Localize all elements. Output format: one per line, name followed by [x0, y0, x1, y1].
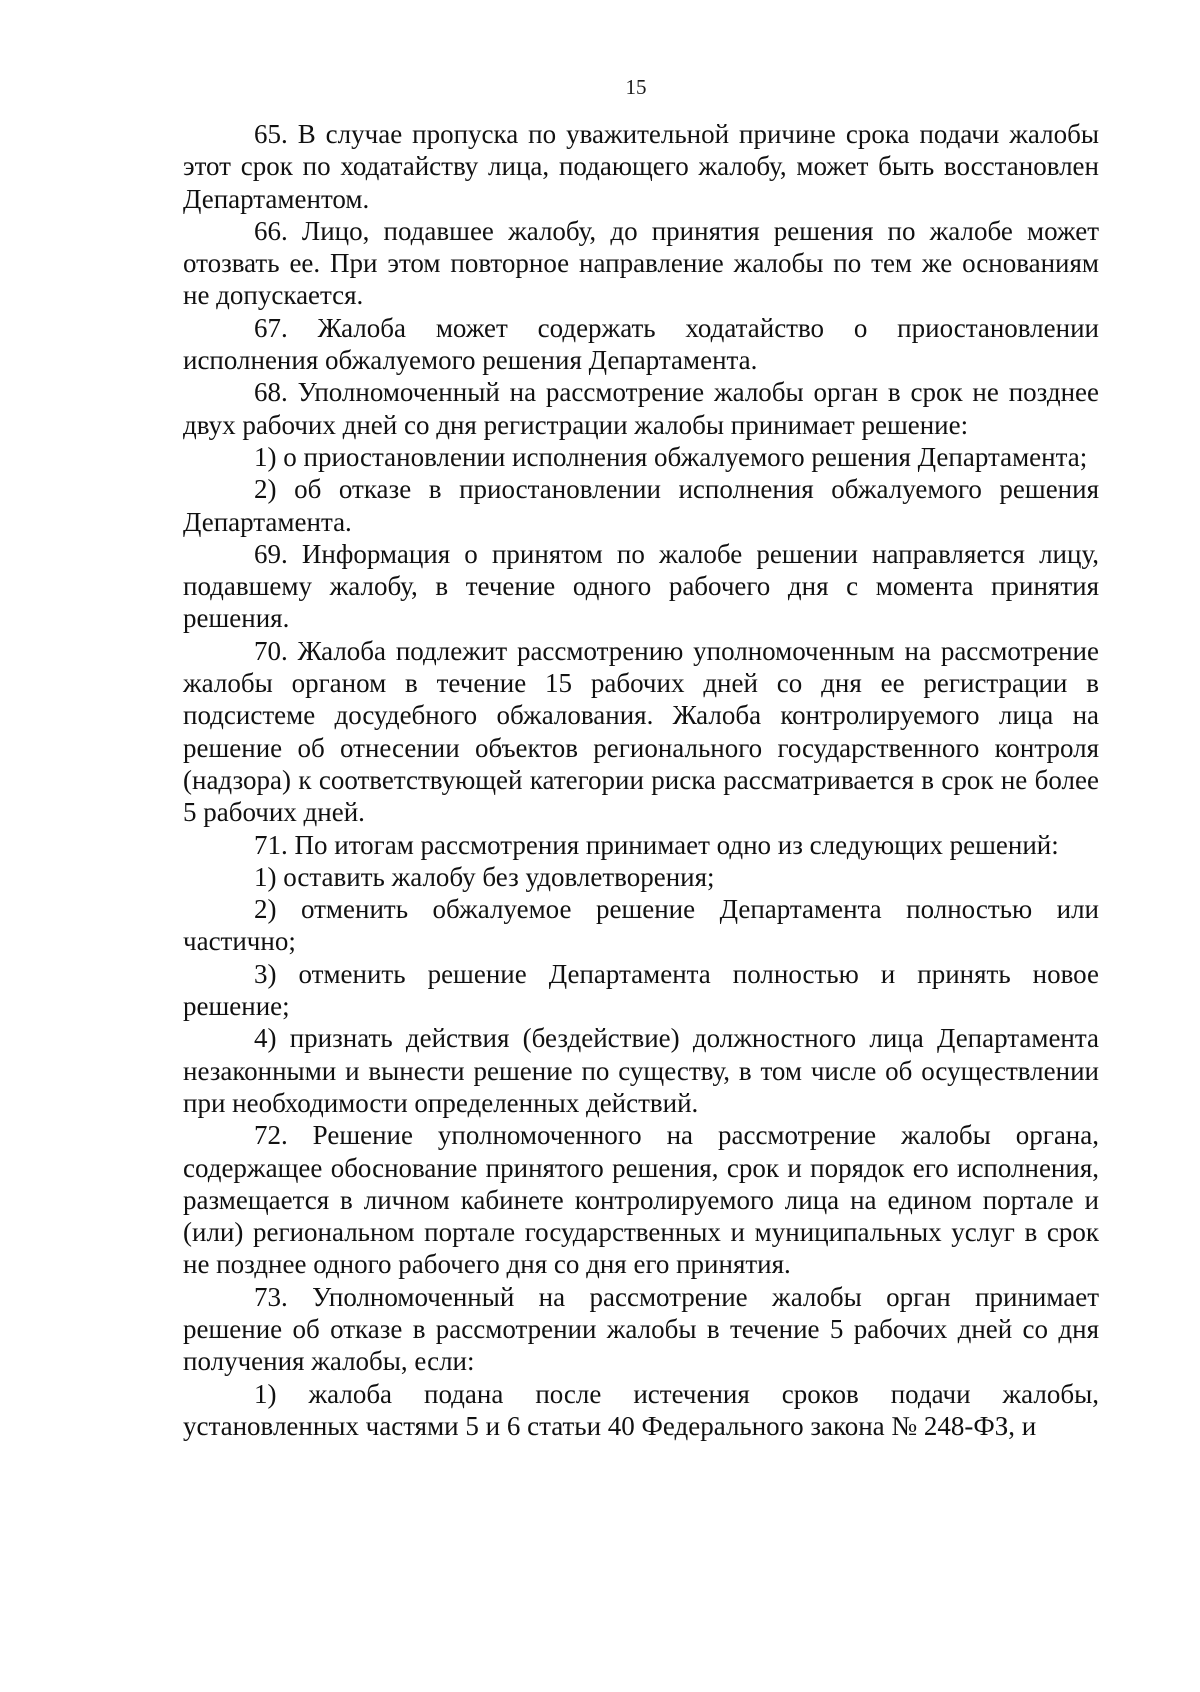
paragraph-66: 66. Лицо, подавшее жалобу, до принятия решения по жалобе может отозвать ее. При этом повторное направление жалобы по тем же основаниям не допускается.: [183, 215, 1099, 311]
paragraph-65: 65. В случае пропуска по уважительной причине срока подачи жалобы этот срок по ходатайству лица, подающего жалобу, может быть восстановлен Департаментом.: [183, 119, 1099, 214]
paragraph-68-item-1: 1) о приостановлении исполнения обжалуемого решения Департамента;: [254, 441, 1088, 472]
paragraph-73: 73. Уполномоченный на рассмотрение жалобы орган принимает решение об отказе в рассмотрении жалобы в течение 5 рабочих дней со дня получения жалобы, если:: [183, 1281, 1099, 1377]
paragraph-71-item-4: 4) признать действия (бездействие) должностного лица Департамента незаконными и вынести решение по существу, в том числе об осуществлении при необходимости определенных действий.: [183, 1023, 1099, 1118]
paragraph-71-item-1: 1) оставить жалобу без удовлетворения;: [254, 861, 715, 892]
paragraph-70: 70. Жалоба подлежит рассмотрению уполномоченным на рассмотрение жалобы органом в течение 15 рабочих дней со дня ее регистрации в подсистеме досудебного обжалования. Жалоба контролируемого лица на решение об отнесении объектов регионального государственного контроля (надзора) к соответствующей категории риска рассматривается в срок не более 5 рабочих дней.: [183, 635, 1099, 828]
paragraph-73-item-1: 1) жалоба подана после истечения сроков подачи жалобы, установленных частями 5 и 6 статьи 40 Федерального закона № 248-ФЗ, и: [183, 1378, 1099, 1441]
paragraph-67: 67. Жалоба может содержать ходатайство о приостановлении исполнения обжалуемого решения Департамента.: [183, 312, 1099, 376]
paragraph-71-item-3: 3) отменить решение Департамента полностью и принять новое решение;: [183, 958, 1099, 1022]
paragraph-68: 68. Уполномоченный на рассмотрение жалобы орган в срок не позднее двух рабочих дней со дня регистрации жалобы принимает решение:: [183, 377, 1099, 440]
paragraph-71: 71. По итогам рассмотрения принимает одно из следующих решений:: [254, 829, 1059, 860]
paragraph-69: 69. Информация о принятом по жалобе решении направляется лицу, подавшему жалобу, в течение одного рабочего дня с момента принятия решения.: [183, 538, 1099, 634]
paragraph-72: 72. Решение уполномоченного на рассмотрение жалобы органа, содержащее обоснование принятого решения, срок и порядок его исполнения, размещается в личном кабинете контролируемого лица на едином портале и (или) региональном портале государственных и муниципальных услуг в срок не позднее одного рабочего дня со дня его принятия.: [183, 1120, 1099, 1280]
page-number: 15: [625, 75, 647, 99]
document-body: [183, 118, 1099, 1442]
paragraph-71-item-2: 2) отменить обжалуемое решение Департамента полностью или частично;: [183, 894, 1099, 957]
paragraph-68-item-2: 2) об отказе в приостановлении исполнения обжалуемого решения Департамента.: [183, 474, 1099, 537]
